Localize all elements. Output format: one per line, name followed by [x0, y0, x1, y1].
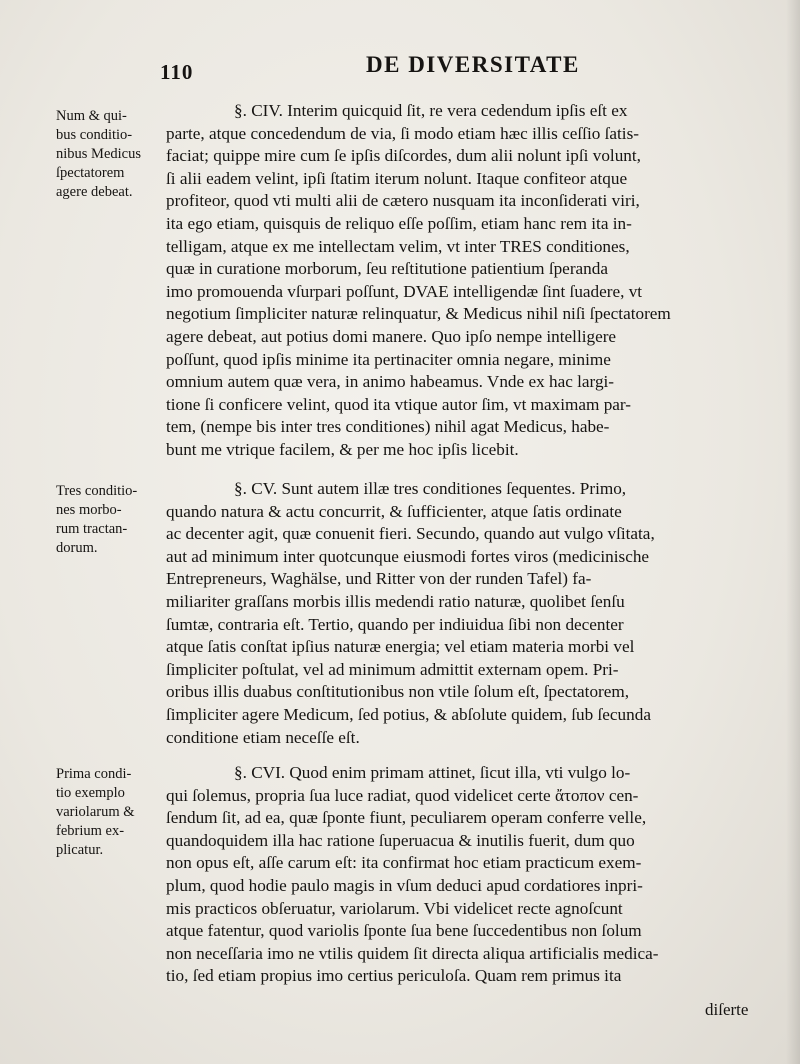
paragraph-cvi: [166, 762, 764, 988]
text-line: tem, (nempe bis inter tres conditiones) nihil agat Medicus, habe-: [166, 417, 610, 437]
paragraph-civ: [166, 100, 764, 462]
text-line: bunt me vtrique facilem, & per me hoc ipſis licebit.: [166, 439, 519, 459]
running-title: DE DIVERSITATE: [366, 52, 580, 77]
text-line: parte, atque concedendum de via, ſi modo etiam hæc illis ceſſio ſatis-: [166, 123, 639, 143]
text-line: ſimpliciter poſtulat, vel ad minimum admittit externam opem. Pri-: [166, 659, 619, 679]
text-line: atque ſatis conſtat ipſius naturæ energia; vel etiam materia morbi vel: [166, 637, 635, 657]
text-line: qui ſolemus, propria ſua luce radiat, quod videlicet certe ἄτοπον cen-: [166, 785, 639, 805]
text-line: negotium ſimpliciter naturæ relinquatur, & Medicus nihil niſi ſpectatorem: [166, 304, 671, 324]
text-line: faciat; quippe mire cum ſe ipſis diſcordes, dum alii nolunt ipſi volunt,: [166, 146, 641, 166]
text-line: agere debeat, aut potius domi manere. Quo ipſo nempe intelligere: [166, 326, 617, 346]
text-line: §. CIV. Interim quicquid ſit, re vera cedendum ipſis eſt ex: [234, 101, 628, 120]
text-line: quæ in curatione morborum, ſeu reſtitutione patientium ſperanda: [166, 259, 608, 279]
text-line: tione ſi conficere velint, quod ita vtique autor ſim, vt maximam par-: [166, 394, 632, 414]
text-line: miliariter graſſans morbis illis medendi ratio naturæ, quolibet ſenſu: [166, 591, 625, 611]
text-line: ſi alii eadem velint, ipſi ſtatim iterum nolunt. Itaque confiteor atque: [166, 168, 628, 188]
text-line: omnium autem quæ vera, in animo habeamus. Vnde ex hac largi-: [166, 372, 615, 392]
text-line: §. CV. Sunt autem illæ tres conditiones ſequentes. Primo,: [234, 479, 627, 498]
marginal-note-1: Num & qui- bus conditio- nibus Medicus ſpectatorem agere debeat.: [56, 108, 141, 200]
text-line: oribus illis duabus conſtitutionibus non vtile ſolum eſt, ſpectatorem,: [166, 682, 630, 702]
text-line: plum, quod hodie paulo magis in vſum deduci apud cordatiores inpri-: [166, 875, 643, 895]
text-line: profiteor, quod vti multi alii de cætero nusquam ita inconſiderati viri,: [166, 191, 640, 211]
paragraph-cv: [166, 478, 764, 749]
text-line: ſimpliciter agere Medicum, ſed potius, & abſolute quidem, ſub ſecunda: [166, 704, 651, 724]
text-line: tio, ſed etiam propius imo certius periculoſa. Quam rem primus ita: [166, 966, 622, 986]
text-line: aut ad minimum inter quotcunque eiusmodi fortes viros (medicinische: [166, 546, 650, 566]
text-line: non neceſſaria imo ne vtilis quidem ſit directa aliqua artificialis medica-: [166, 943, 659, 963]
text-line: mis practicos obſeruatur, variolarum. Vbi videlicet recte agnoſcunt: [166, 898, 623, 918]
marginal-note-3: Prima condi- tio exemplo variolarum & febrium ex- plicatur.: [56, 766, 135, 858]
text-line: imo promouenda vſurpari poſſunt, DVAE intelligendæ ſint ſuadere, vt: [166, 281, 643, 301]
text-line: ſumtæ, contraria eſt. Tertio, quando per indiuidua ſibi non decenter: [166, 614, 624, 634]
text-line: ac decenter agit, quæ conuenit fieri. Secundo, quando aut vulgo vſitata,: [166, 524, 655, 544]
text-line: non opus eſt, aſſe carum eſt: ita confirmat hoc etiam practicum exem-: [166, 853, 642, 873]
page-number: 110: [160, 60, 194, 84]
marginal-note-2: Tres conditio- nes morbo- rum tractan- dorum.: [56, 483, 138, 556]
text-line: ita ego etiam, quisquis de reliquo eſſe poſſim, etiam hanc rem ita in-: [166, 213, 632, 233]
catchword: diſerte: [705, 1000, 749, 1019]
gutter-shadow: [786, 0, 800, 1064]
text-line: Entrepreneurs, Waghälse, und Ritter von der runden Tafel) fa-: [166, 569, 592, 589]
text-line: telligam, atque ex me intellectam velim, vt inter TRES conditiones,: [166, 236, 630, 256]
text-line: poſſunt, quod ipſis minime ita pertinaciter omnia negare, minime: [166, 349, 611, 369]
text-line: atque fatentur, quod variolis ſponte ſua bene ſuccedentibus non ſolum: [166, 921, 642, 941]
text-line: conditione etiam neceſſe eſt.: [166, 727, 360, 747]
text-line: §. CVI. Quod enim primam attinet, ſicut illa, vti vulgo lo-: [234, 763, 631, 782]
text-line: quando natura & actu concurrit, & ſufficienter, atque ſatis ordinate: [166, 501, 622, 521]
text-line: quandoquidem illa hac ratione ſuperuacua & inutilis fuerit, dum quo: [166, 830, 635, 850]
text-line: ſendum ſit, ad ea, quæ ſponte fiunt, peculiarem operam conferre velle,: [166, 808, 647, 828]
